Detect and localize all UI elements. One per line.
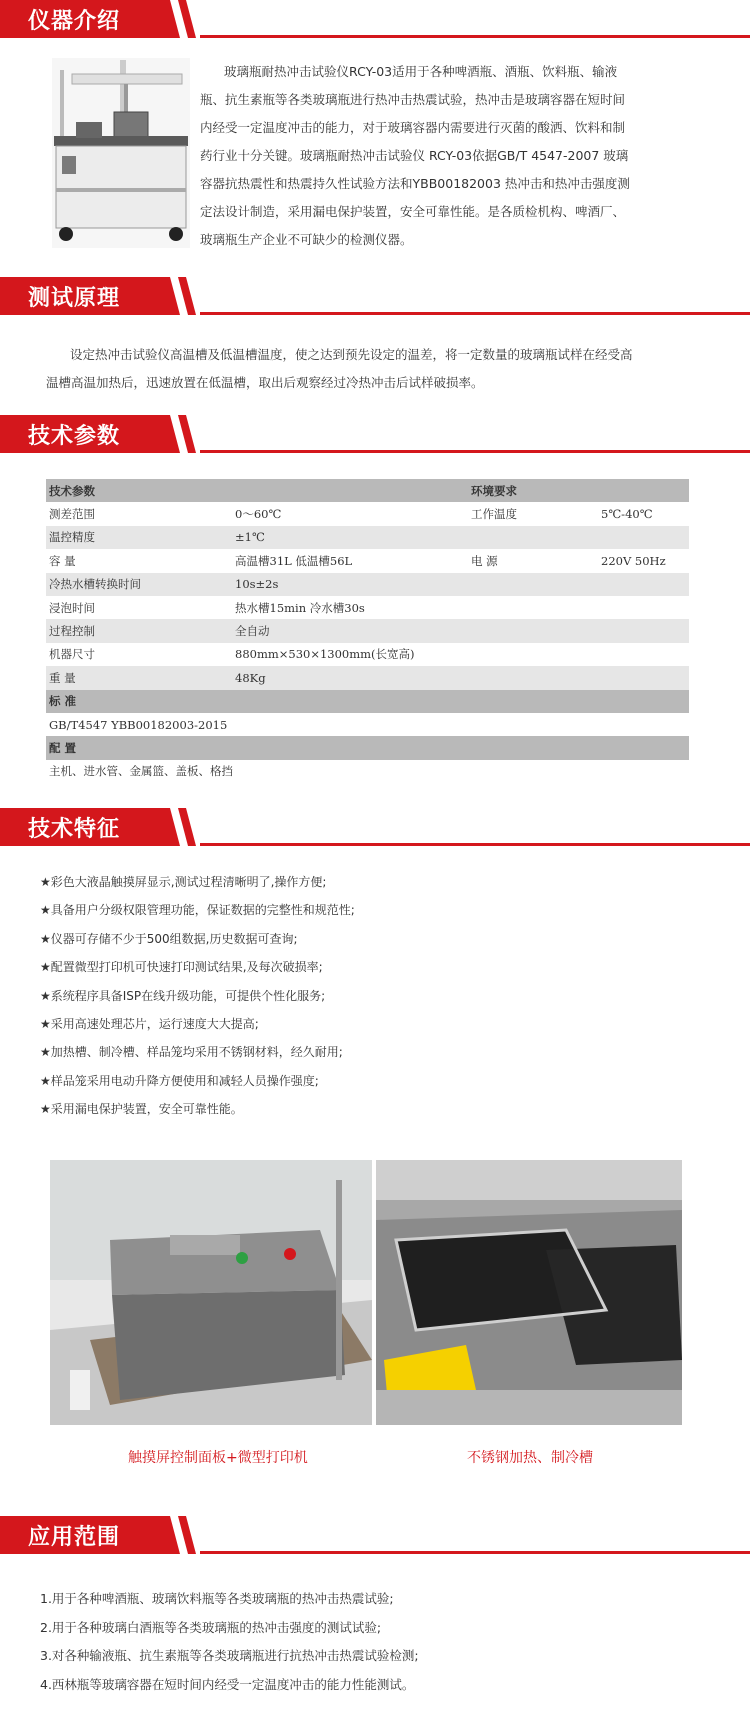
spec-table [46,479,689,783]
feature-list [40,868,355,1124]
header-slash-icon [178,415,208,453]
water-tank-photo [376,1160,682,1425]
principle-text: 设定热冲击试验仪高温槽及低温槽温度，使之达到预先设定的温差，将一定数量的玻璃瓶试样在经受高 温槽高温加热后，迅速放置在低温槽，取出后观察经过冷热冲击后试样破损率。 [46,347,633,390]
list-item: ★采用高速处理芯片，运行速度大大提高; [40,1017,259,1032]
table-row: 容 量 高温槽31L 低温槽56L 电 源 220V 50Hz [49,553,666,568]
list-item: ★配置微型打印机可快速打印测试结果,及每次破损率; [40,960,323,975]
section-header-features [0,808,750,846]
table-row: 冷热水槽转换时间 10s±2s [46,573,689,596]
section-header-applications [0,1516,750,1554]
section-title: 仪器介绍 [28,9,121,34]
list-item: 3.对各种输液瓶、抗生素瓶等各类玻璃瓶进行抗热冲击热震试验检测; [40,1648,419,1663]
intro-text: 玻璃瓶耐热冲击试验仪RCY-03适用于各种啤酒瓶、酒瓶、饮料瓶、输液 瓶、抗生素瓶等各类玻璃瓶进行热冲击热震试验，热冲击是玻璃容器在短时间 内经受一定温度冲击的能力，对于玻璃容器内需要进行灭菌的酸洒、饮料和制 药行业十分关键。玻璃瓶耐热冲击试验仪 RCY-03依据GB/T 4547-2007 玻璃 容器抗热震性和热震持久性试验方法和YBB00182003 热冲击和热冲击强度测 定法设计制造，采用漏电保护装置，安全可靠性能。是各质检机构、啤酒厂、 玻璃瓶生产企业不可缺少的检测仪器。 [200,64,630,247]
header-slash-icon [178,277,208,315]
table-row: 重 量 48Kg [46,666,689,689]
table-header-row: 标 准 [46,690,689,713]
table-row: 温控精度 ±1℃ [46,526,689,549]
list-item: ★具备用户分级权限管理功能，保证数据的完整性和规范性; [40,903,355,918]
table-row: 主机、进水管、金属篮、盖板、格挡 [49,764,233,779]
table-row: 浸泡时间 热水槽15min 冷水槽30s [49,600,365,615]
control-panel-photo [50,1160,372,1425]
list-item: ★仪器可存储不少于500组数据,历史数据可查询; [40,931,298,946]
list-item: 4.西林瓶等玻璃容器在短时间内经受一定温度冲击的能力性能测试。 [40,1676,415,1692]
section-title: 应用范围 [28,1525,121,1550]
list-item: ★采用漏电保护装置，安全可靠性能。 [40,1102,243,1117]
application-list [40,1585,419,1699]
table-row: 过程控制 全自动 [46,619,689,642]
header-slash-icon [178,1516,208,1554]
header-slash-icon [178,0,208,38]
list-item: ★样品笼采用电动升降方便使用和减轻人员操作强度; [40,1073,319,1088]
table-row: 机器尺寸 880mm×530×1300mm(长宽高) [49,647,415,662]
table-header-row: 配 置 [46,736,689,759]
section-title: 测试原理 [28,286,121,311]
caption-right: 不锈钢加热、制冷槽 [467,1450,593,1466]
table-header-row: 技术参数 环境要求 [46,479,689,502]
table-row: 测差范围 0～60℃ 工作温度 5℃-40℃ [49,507,653,522]
list-item: 2.用于各种玻璃白酒瓶等各类玻璃瓶的热冲击强度的测试试验; [40,1619,382,1635]
table-row: GB/T4547 YBB00182003-2015 [49,717,228,732]
header-slash-icon [178,808,208,846]
section-title: 技术参数 [28,424,121,449]
section-header-params [0,415,750,453]
list-item: 1.用于各种啤酒瓶、玻璃饮料瓶等各类玻璃瓶的热冲击热震试验; [40,1591,394,1606]
section-header-intro [0,0,750,38]
list-item: ★系统程序具备ISP在线升级功能，可提供个性化服务; [40,988,326,1003]
instrument-photo [52,58,190,248]
section-header-principle [0,277,750,315]
caption-left: 触摸屏控制面板+微型打印机 [128,1450,308,1466]
list-item: ★彩色大液晶触摸屏显示,测试过程清晰明了,操作方便; [40,875,327,889]
list-item: ★加热槽、制冷槽、样品笼均采用不锈钢材料，经久耐用; [40,1045,343,1060]
section-title: 技术特征 [28,817,121,842]
